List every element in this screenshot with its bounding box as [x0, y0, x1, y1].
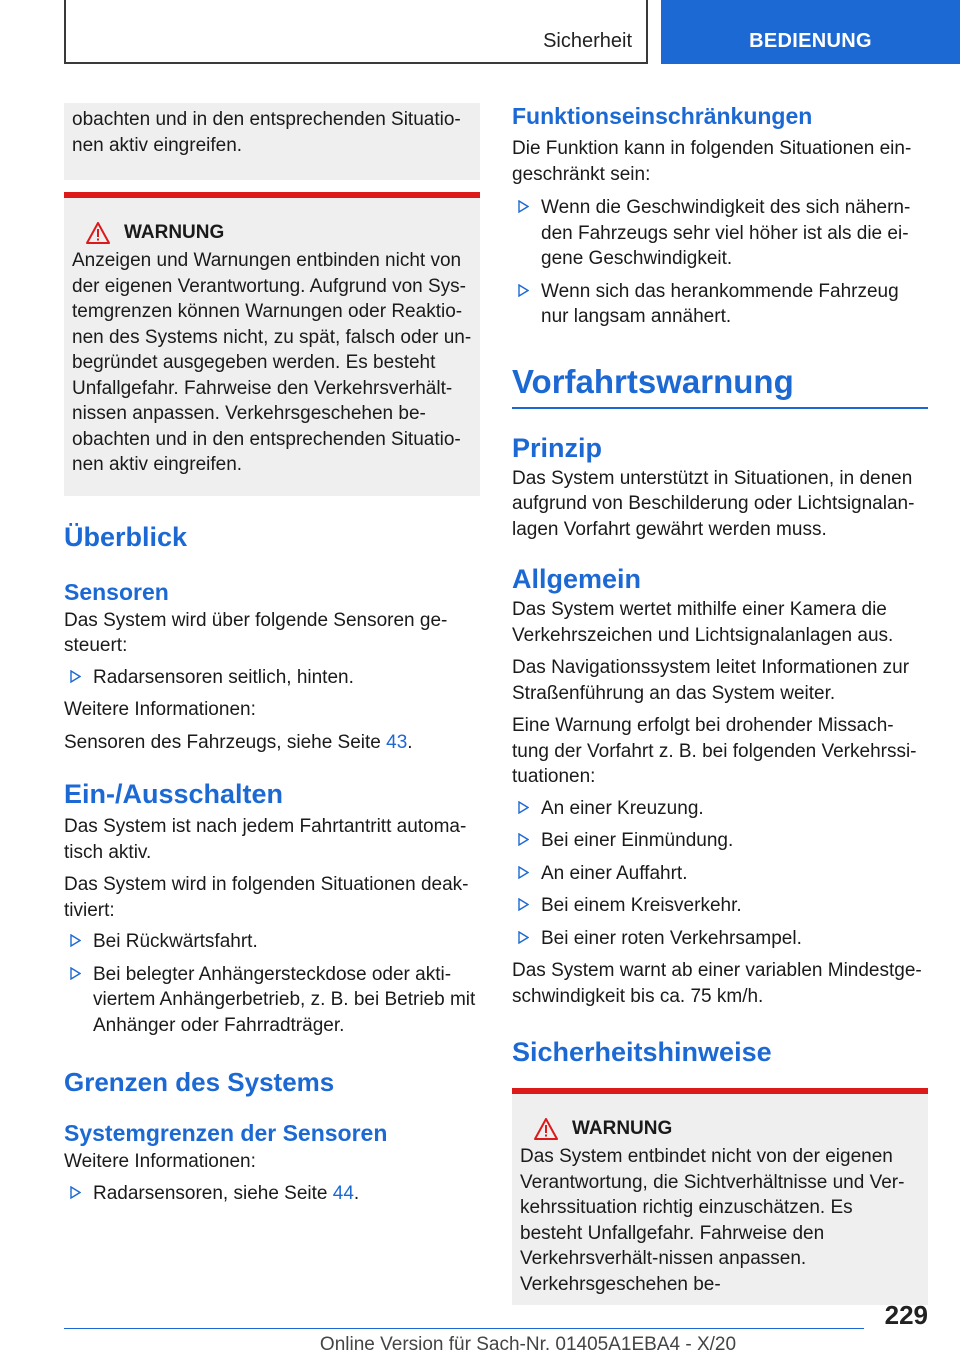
warning-title-text: WARNUNG — [572, 1118, 673, 1139]
triangle-bullet-icon — [518, 931, 529, 944]
warning-text: Das System entbindet nicht von der eigenen Verantwortung, die Sichtverhältnisse und Ver-kehrssituation richtig einzuschätzen. Es besteht Unfallgefahr. Fahrweise den Verkehrsverhält-nissen anpassen. Verkehrsgeschehen be- — [520, 1146, 905, 1295]
allgemein-list — [512, 796, 928, 952]
page-number: 229 — [884, 1300, 928, 1330]
list-item: Bei belegter Anhängersteckdose oder akti-viertem Anhängerbetrieb, z. B. bei Betrieb mit Anhänger oder Fahrradträger. — [64, 962, 480, 1039]
list-item: Wenn die Geschwindigkeit des sich nähern-den Fahrzeugs sehr viel höher ist als die ei-gene Geschwindigkeit. — [512, 195, 928, 272]
header-section-label: Sicherheit — [543, 30, 632, 52]
heading-grenzen: Grenzen des Systems — [64, 1067, 335, 1097]
heading-allgemein: Allgemein — [512, 564, 642, 594]
list-item: An einer Kreuzung. — [512, 796, 928, 822]
heading-sensoren: Sensoren — [64, 578, 169, 605]
footer-divider — [64, 1328, 864, 1329]
grenzen-list — [64, 1181, 480, 1207]
triangle-bullet-icon — [70, 967, 81, 980]
funktion-intro: Die Funktion kann in folgenden Situationen ein-geschränkt sein: — [512, 138, 912, 185]
allgemein-p3: Eine Warnung erfolgt bei drohender Missach-tung der Vorfahrt z. B. bei folgenden Verkehrssi-tuationen: — [512, 715, 917, 787]
warning-box — [64, 198, 480, 496]
triangle-bullet-icon — [70, 934, 81, 947]
ein-aus-p2: Das System wird in folgenden Situationen deak-tiviert: — [64, 874, 469, 921]
allgemein-p2: Das Navigationssystem leitet Informationen zur Straßenführung an das System weiter. — [512, 657, 910, 704]
warning-title — [520, 1118, 920, 1140]
right-column — [512, 103, 928, 1305]
sensoren-intro: Das System wird über folgende Sensoren ge-steuert: — [64, 609, 448, 656]
triangle-bullet-icon — [518, 200, 529, 213]
list-item: Radarsensoren, siehe Seite 44. — [64, 1181, 480, 1207]
warning-title-text: WARNUNG — [124, 222, 225, 243]
triangle-bullet-icon — [518, 801, 529, 814]
header-chapter-tab — [661, 0, 960, 64]
heading-ein-ausschalten: Ein-/Ausschalten — [64, 779, 284, 809]
continued-warning-box — [64, 103, 480, 180]
triangle-bullet-icon — [70, 670, 81, 683]
header-section-tab — [64, 0, 648, 64]
allgemein-p4: Das System warnt ab einer variablen Mindestge-schwindigkeit bis ca. 75 km/h. — [512, 960, 922, 1007]
funktion-list — [512, 195, 928, 330]
grenzen-more-info: Weitere Informationen: — [64, 1151, 256, 1172]
warning-triangle-icon — [534, 1118, 558, 1140]
header-chapter-label: BEDIENUNG — [749, 30, 872, 52]
heading-vorfahrtswarnung: Vorfahrtswarnung — [512, 363, 928, 409]
warning-box — [512, 1094, 928, 1305]
heading-systemgrenzen-sensoren: Systemgrenzen der Sensoren — [64, 1120, 388, 1146]
footer-online-version: Online Version für Sach-Nr. 01405A1EBA4 - X/20 — [319, 1334, 737, 1355]
triangle-bullet-icon — [518, 866, 529, 879]
allgemein-p1: Das System wertet mithilfe einer Kamera die Verkehrszeichen und Lichtsignalanlagen aus. — [512, 599, 894, 646]
warning-triangle-icon — [86, 222, 110, 244]
sensoren-more-info: Weitere Informationen: — [64, 699, 256, 720]
list-item: Bei einem Kreisverkehr. — [512, 893, 928, 919]
list-item: Bei Rückwärtsfahrt. — [64, 929, 480, 955]
triangle-bullet-icon — [518, 833, 529, 846]
page-link-43[interactable]: 43 — [386, 731, 408, 753]
sensoren-list — [64, 665, 480, 691]
warning-title — [72, 222, 472, 244]
list-item: An einer Auffahrt. — [512, 861, 928, 887]
list-item: Bei einer roten Verkehrsampel. — [512, 926, 928, 952]
triangle-bullet-icon — [70, 1186, 81, 1199]
list-item: Radarsensoren seitlich, hinten. — [64, 665, 480, 691]
list-item: Wenn sich das herankommende Fahrzeug nur langsam annähert. — [512, 279, 928, 330]
left-column — [64, 103, 480, 1213]
heading-sicherheitshinweise: Sicherheitshinweise — [512, 1037, 772, 1067]
ein-aus-list — [64, 929, 480, 1038]
heading-prinzip: Prinzip — [512, 432, 603, 463]
triangle-bullet-icon — [518, 898, 529, 911]
triangle-bullet-icon — [518, 284, 529, 297]
sensoren-reference: Sensoren des Fahrzeugs, siehe Seite 43. — [64, 731, 413, 753]
list-item: Bei einer Einmündung. — [512, 828, 928, 854]
ein-aus-p1: Das System ist nach jedem Fahrtantritt automa-tisch aktiv. — [64, 816, 467, 863]
continued-warning-text: obachten und in den entsprechenden Situatio- nen aktiv eingreifen. — [72, 109, 461, 156]
page-link-44[interactable]: 44 — [332, 1182, 354, 1204]
heading-ueberblick: Überblick — [64, 521, 188, 552]
prinzip-text: Das System unterstützt in Situationen, in denen aufgrund von Beschilderung oder Lichtsignalan-lagen Vorfahrt gewährt werden muss. — [512, 467, 915, 540]
heading-funktionseinschraenkungen: Funktionseinschränkungen — [512, 103, 813, 129]
warning-text: Anzeigen und Warnungen entbinden nicht von der eigenen Verantwortung. Aufgrund von Sys-temgrenzen können Warnungen oder Reaktio-nen des Systems nicht, zu spät, falsch oder un-begründet ausgegeben werden. Es besteht Unfallgefahr. Fahrweise den Verkehrsverhält-nissen anpassen. Verkehrsgeschehen be-obachten und in den entsprechenden Situatio-nen aktiv eingreifen. — [72, 250, 472, 475]
